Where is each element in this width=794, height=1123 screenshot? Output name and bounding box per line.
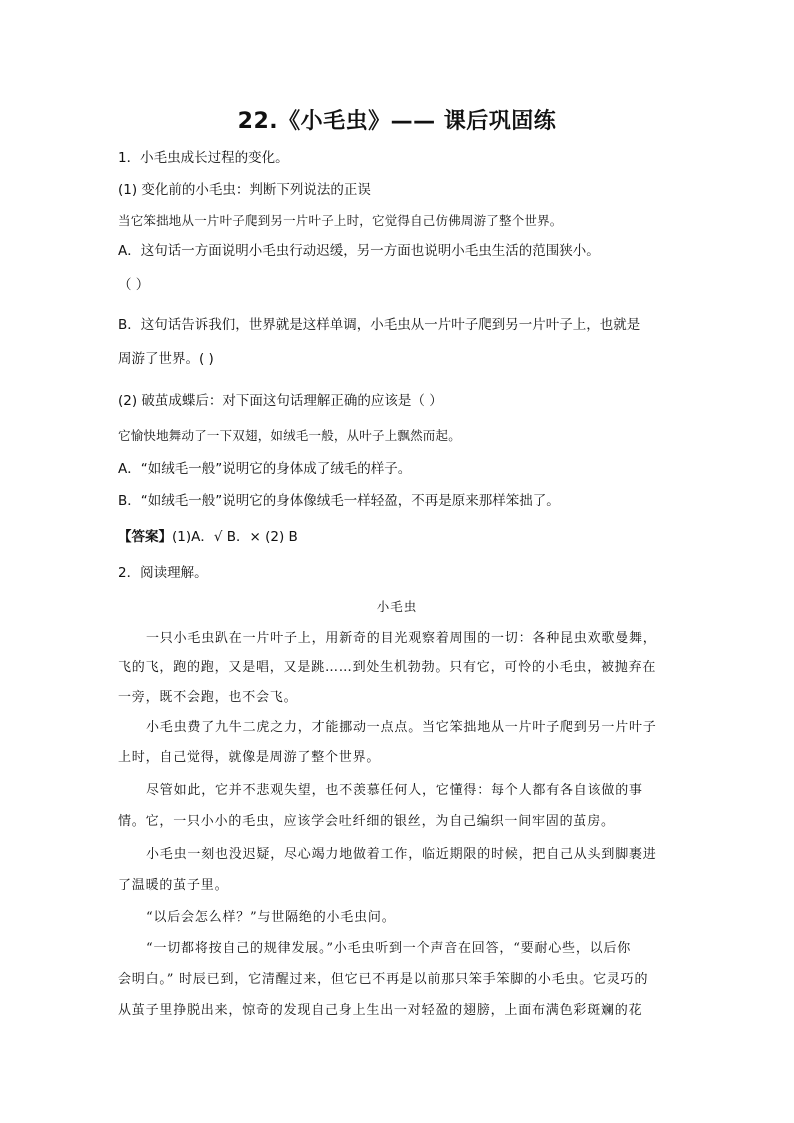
passage-line: 飞的飞，跑的跑，又是唱，又是跳……到处生机勃勃。只有它，可怜的小毛虫，被抛弃在 [118, 660, 657, 675]
passage-line: 一旁，既不会跑，也不会飞。 [118, 690, 298, 705]
passage-line: “一切都将按自己的规律发展。”小毛虫听到一个声音在回答，“要耐心些，以后你 [146, 941, 632, 956]
answer-label: 【答案】 [118, 529, 172, 545]
passage-title: 小毛虫 [376, 599, 418, 614]
question-1-part-1-quote: 当它笨拙地从一片叶子爬到另一片叶子上时，它觉得自己仿佛周游了整个世界。 [118, 213, 563, 228]
passage-line: 了温暖的茧子里。 [118, 878, 229, 893]
passage-line: 小毛虫费了九牛二虎之力，才能挪动一点点。当它笨拙地从一片叶子爬到另一片叶子 [146, 720, 657, 735]
page-title: 22.《小毛虫》—— 课后巩固练 [237, 109, 557, 134]
option-a-line-2: （ ） [118, 277, 150, 293]
answer-text: (1)A．√ B．× (2) B [172, 529, 298, 545]
passage-line: 上时，自己觉得，就像是周游了整个世界。 [118, 750, 381, 765]
passage-line: 一只小毛虫趴在一片叶子上，用新奇的目光观察着周围的一切：各种昆虫欢歌曼舞， [146, 631, 657, 646]
choice-a: A．“如绒毛一般”说明它的身体成了绒毛的样子。 [118, 461, 412, 477]
passage-line: 小毛虫一刻也没迟疑，尽心竭力地做着工作，临近期限的时候，把自己从头到脚裹进 [146, 847, 657, 862]
passage-line: 从茧子里挣脱出来，惊奇的发现自己身上生出一对轻盈的翅膀，上面布满色彩斑斓的花 [118, 1003, 643, 1018]
option-a-line-1: A．这句话一方面说明小毛虫行动迟缓，另一方面也说明小毛虫生活的范围狭小。 [118, 243, 600, 259]
question-2-stem: 2．阅读理解。 [118, 565, 208, 581]
passage-line: 尽管如此，它并不悲观失望，也不羡慕任何人，它懂得：每个人都有各自该做的事 [146, 783, 643, 798]
question-1-stem: 1．小毛虫成长过程的变化。 [118, 150, 289, 166]
question-1-part-2-label: (2) 破茧成蝶后：对下面这句话理解正确的应该是（ ） [118, 393, 443, 409]
question-1-part-1-label: (1) 变化前的小毛虫：判断下列说法的正误 [118, 182, 371, 198]
choice-b: B．“如绒毛一般”说明它的身体像绒毛一样轻盈，不再是原来那样笨拙了。 [118, 493, 560, 509]
option-b-line-1: B．这句话告诉我们，世界就是这样单调，小毛虫从一片叶子爬到另一片叶子上，也就是 [118, 317, 641, 333]
option-b-line-2: 周游了世界。( ) [118, 351, 214, 367]
passage-line: “以后会怎么样？”与世隔绝的小毛虫问。 [146, 910, 396, 925]
passage-line: 情。它，一只小小的毛虫，应该学会吐纤细的银丝，为自己编织一间牢固的茧房。 [118, 814, 615, 829]
question-1-part-2-quote: 它愉快地舞动了一下双翅，如绒毛一般，从叶子上飘然而起。 [118, 428, 461, 443]
answer-line [118, 525, 298, 545]
passage-line: 会明白。” 时辰已到，它清醒过来，但它已不再是以前那只笨手笨脚的小毛虫。它灵巧的 [118, 972, 649, 987]
